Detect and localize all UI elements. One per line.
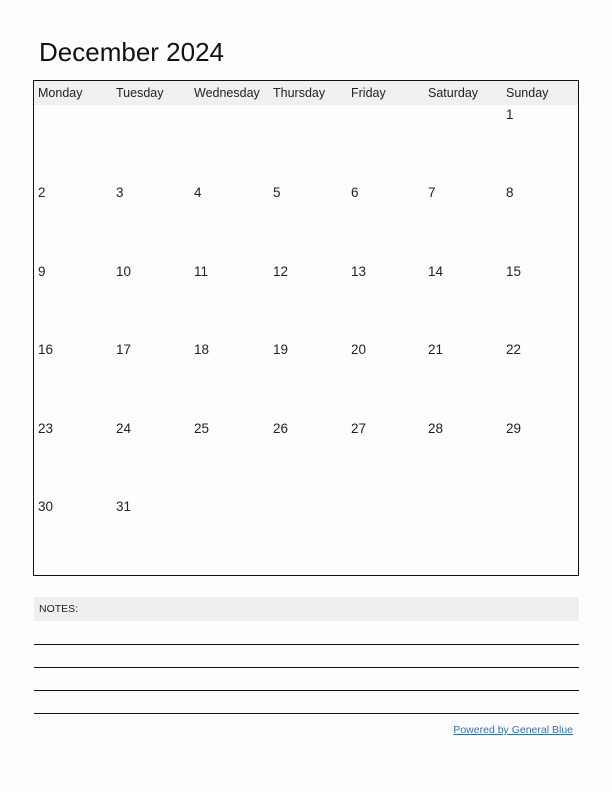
day-cell: 25 xyxy=(194,421,210,436)
day-cell: 1 xyxy=(506,107,514,122)
day-cell: 13 xyxy=(351,264,367,279)
day-cell: 7 xyxy=(428,185,436,200)
day-cell: 27 xyxy=(351,421,367,436)
weekday-header-row xyxy=(34,81,578,105)
day-cell: 22 xyxy=(506,342,522,357)
note-line xyxy=(34,713,579,714)
note-line xyxy=(34,644,579,645)
day-cell: 23 xyxy=(38,421,54,436)
day-cell: 26 xyxy=(273,421,289,436)
day-cell: 6 xyxy=(351,185,359,200)
notes-label: NOTES: xyxy=(39,603,79,615)
calendar-grid xyxy=(33,80,579,576)
day-cell: 4 xyxy=(194,185,202,200)
weekday-friday: Friday xyxy=(351,86,386,100)
day-cell: 10 xyxy=(116,264,132,279)
day-cell: 12 xyxy=(273,264,289,279)
day-cell: 5 xyxy=(273,185,281,200)
day-cell: 21 xyxy=(428,342,444,357)
day-cell: 24 xyxy=(116,421,132,436)
day-cell: 29 xyxy=(506,421,522,436)
note-line xyxy=(34,667,579,668)
day-cell: 11 xyxy=(194,264,209,279)
weekday-sunday: Sunday xyxy=(506,86,549,100)
day-cell: 20 xyxy=(351,342,367,357)
weekday-monday: Monday xyxy=(38,86,83,100)
page-title: December 2024 xyxy=(39,37,224,67)
day-cell: 18 xyxy=(194,342,210,357)
day-cell: 14 xyxy=(428,264,444,279)
notes-header xyxy=(34,597,579,621)
powered-by-link[interactable]: Powered by General Blue xyxy=(453,724,573,736)
day-cell: 15 xyxy=(506,264,522,279)
day-cell: 9 xyxy=(38,264,46,279)
day-cell: 8 xyxy=(506,185,514,200)
weekday-wednesday: Wednesday xyxy=(194,86,260,100)
day-cell: 2 xyxy=(38,185,46,200)
weekday-tuesday: Tuesday xyxy=(116,86,164,100)
day-cell: 19 xyxy=(273,342,289,357)
weekday-thursday: Thursday xyxy=(273,86,326,100)
day-cell: 17 xyxy=(116,342,132,357)
day-cell: 28 xyxy=(428,421,444,436)
day-cell: 3 xyxy=(116,185,124,200)
day-cell: 16 xyxy=(38,342,54,357)
weekday-saturday: Saturday xyxy=(428,86,479,100)
day-cell: 31 xyxy=(116,499,132,514)
day-cell: 30 xyxy=(38,499,54,514)
note-line xyxy=(34,690,579,691)
